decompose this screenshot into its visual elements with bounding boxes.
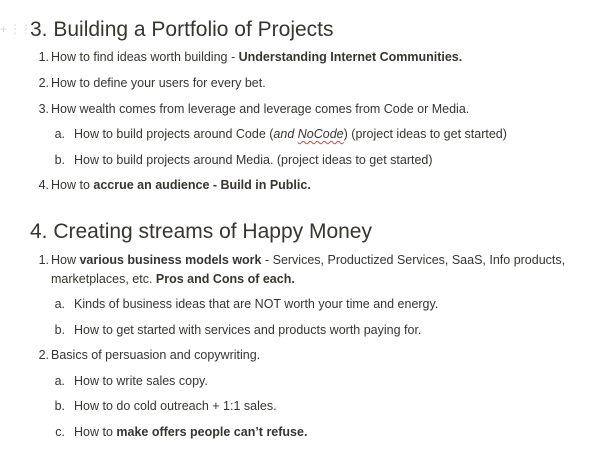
drag-handle-icon[interactable]: ⋮⋮	[9, 22, 32, 36]
section-4-heading: 4. Creating streams of Happy Money	[30, 220, 372, 243]
item-bold-text: Pros and Cons of each.	[155, 272, 295, 286]
block-handle[interactable]	[0, 21, 32, 37]
item-text: How to	[74, 425, 117, 439]
list-number: 1.	[38, 253, 49, 267]
item-text: ) (project ideas to get started)	[343, 127, 507, 141]
item-bold-text: make offers people can’t refuse.	[116, 425, 308, 439]
item-text: How to define your users for every bet.	[51, 76, 266, 90]
list-letter: b.	[54, 153, 65, 167]
item-text: marketplaces, etc.	[51, 272, 156, 286]
item-text: How to build projects around Code (	[74, 127, 274, 141]
item-italic-text: and	[273, 127, 295, 141]
item-bold-text: accrue an audience - Build in Public.	[93, 178, 311, 192]
add-block-icon[interactable]: +	[0, 22, 7, 36]
item-text: - Services, Productized Services, SaaS, Info products,	[261, 253, 566, 267]
item-text: How to get started with services and products worth paying for.	[74, 323, 422, 337]
item-text: How	[51, 253, 80, 267]
list-number: 2.	[38, 76, 49, 90]
list-number: 4.	[38, 178, 49, 192]
list-number: 1.	[38, 50, 49, 64]
list-letter: a.	[54, 297, 65, 311]
list-number: 2.	[38, 348, 49, 362]
item-text: How to do cold outreach + 1:1 sales.	[74, 399, 277, 413]
item-text: How to	[51, 178, 94, 192]
item-text: How to write sales copy.	[74, 374, 208, 388]
list-letter: b.	[54, 323, 65, 337]
item-text: How wealth comes from leverage and leverage comes from Code or Media.	[51, 102, 470, 116]
list-letter: a.	[54, 374, 65, 388]
item-text: How to build projects around Media. (project ideas to get started)	[74, 153, 433, 167]
item-bold-text: Understanding Internet Communities.	[238, 50, 463, 64]
list-letter: b.	[54, 399, 65, 413]
list-letter: c.	[55, 425, 65, 439]
item-text: How to find ideas worth building -	[51, 50, 239, 64]
item-text: Basics of persuasion and copywriting.	[51, 348, 261, 362]
item-bold-text: various business models work	[79, 253, 262, 267]
item-text: Kinds of business ideas that are NOT worth your time and energy.	[74, 297, 439, 311]
list-number: 3.	[38, 102, 49, 116]
list-letter: a.	[54, 127, 65, 141]
section-3-heading: 3. Building a Portfolio of Projects	[30, 18, 334, 41]
misspelled-word[interactable]: NoCode	[297, 127, 344, 141]
